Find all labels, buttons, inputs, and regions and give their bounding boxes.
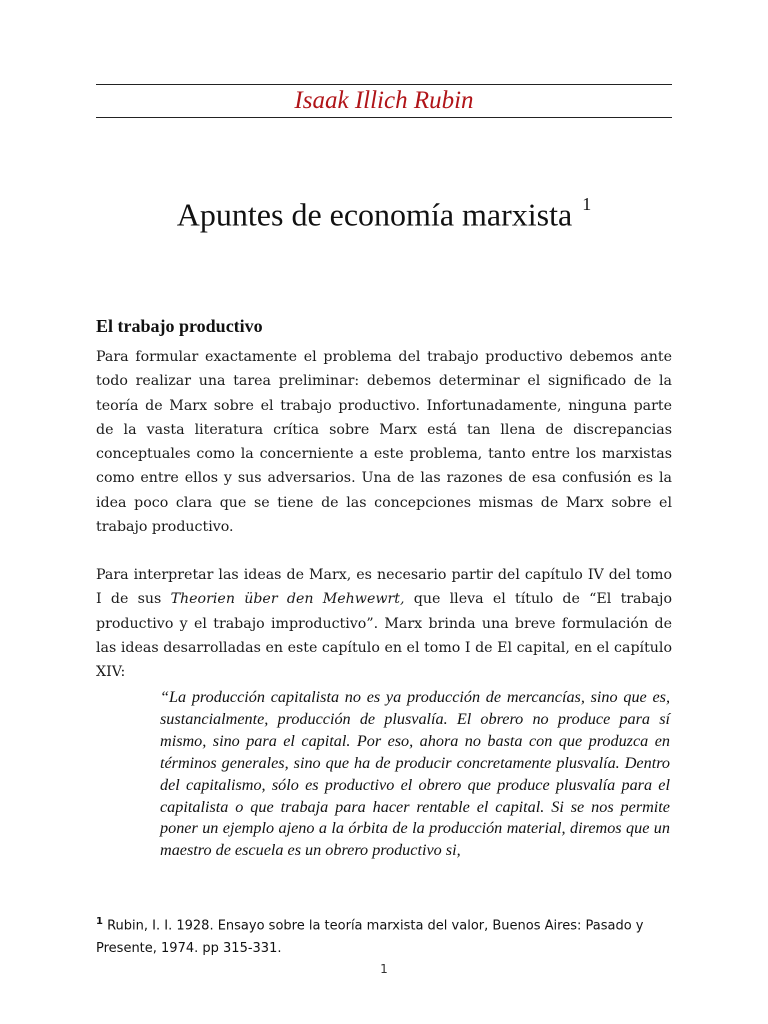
- block-quote: “La producción capitalista no es ya producción de mercancías, sino que es, sustancialmente, producción de plusvalía. El obrero no produce para sí mismo, sino para el capital. Por eso, ahora no basta con que produzca en términos generales, sino que ha de producir concretamente plusvalía. Dentro del capitalismo, sólo es productivo el obrero que produce plusvalía para el capitalista o que trabaja para hacer rentable el capital. Si se nos permite poner un ejemplo ajeno a la órbita de la producción material, diremos que un maestro de escuela es un obrero productivo si,: [160, 688, 670, 860]
- paragraph-2-after: que lleva el título de “El trabajo productivo y el trabajo improductivo”. Marx brinda una breve formulación de las ideas desarrolladas en este capítulo en el tomo I de El capital, en el capítulo XIV:: [96, 591, 672, 681]
- work-title: Theorien über den Mehwewrt,: [170, 591, 405, 608]
- header-rule-bottom: [96, 117, 672, 118]
- section-heading: El trabajo productivo: [96, 316, 263, 336]
- footnote-marker: 1: [96, 916, 103, 927]
- footnote: [96, 910, 672, 960]
- footnote-text: Rubin, I. I. 1928. Ensayo sobre la teoría marxista del valor, Buenos Aires: Pasado y Presente, 1974. pp 315-331.: [96, 918, 644, 957]
- document-title-text: Apuntes de economía marxista: [176, 196, 573, 233]
- document-title: [96, 188, 672, 235]
- paragraph-2: [96, 563, 672, 684]
- author-name: Isaak Illich Rubin: [294, 87, 474, 114]
- paragraph-1: Para formular exactamente el problema del trabajo productivo debemos ante todo realizar una tarea preliminar: debemos determinar el significado de la teoría de Marx sobre el trabajo productivo. Infortunadamente, ninguna parte de la vasta literatura crítica sobre Marx está tan llena de discrepancias conceptuales como la concerniente a este problema, tanto entre los marxistas como entre ellos y sus adversarios. Una de las razones de esa confusión es la idea poco clara que se tiene de las concepciones mismas de Marx sobre el trabajo productivo.: [96, 349, 672, 536]
- header-rule-top: [96, 84, 672, 85]
- paragraph-2-before: Para interpretar las ideas de Marx, es necesario partir del capítulo IV del tomo I de sus: [96, 567, 672, 608]
- title-footnote-marker[interactable]: 1: [582, 194, 592, 214]
- page-number: 1: [380, 962, 388, 976]
